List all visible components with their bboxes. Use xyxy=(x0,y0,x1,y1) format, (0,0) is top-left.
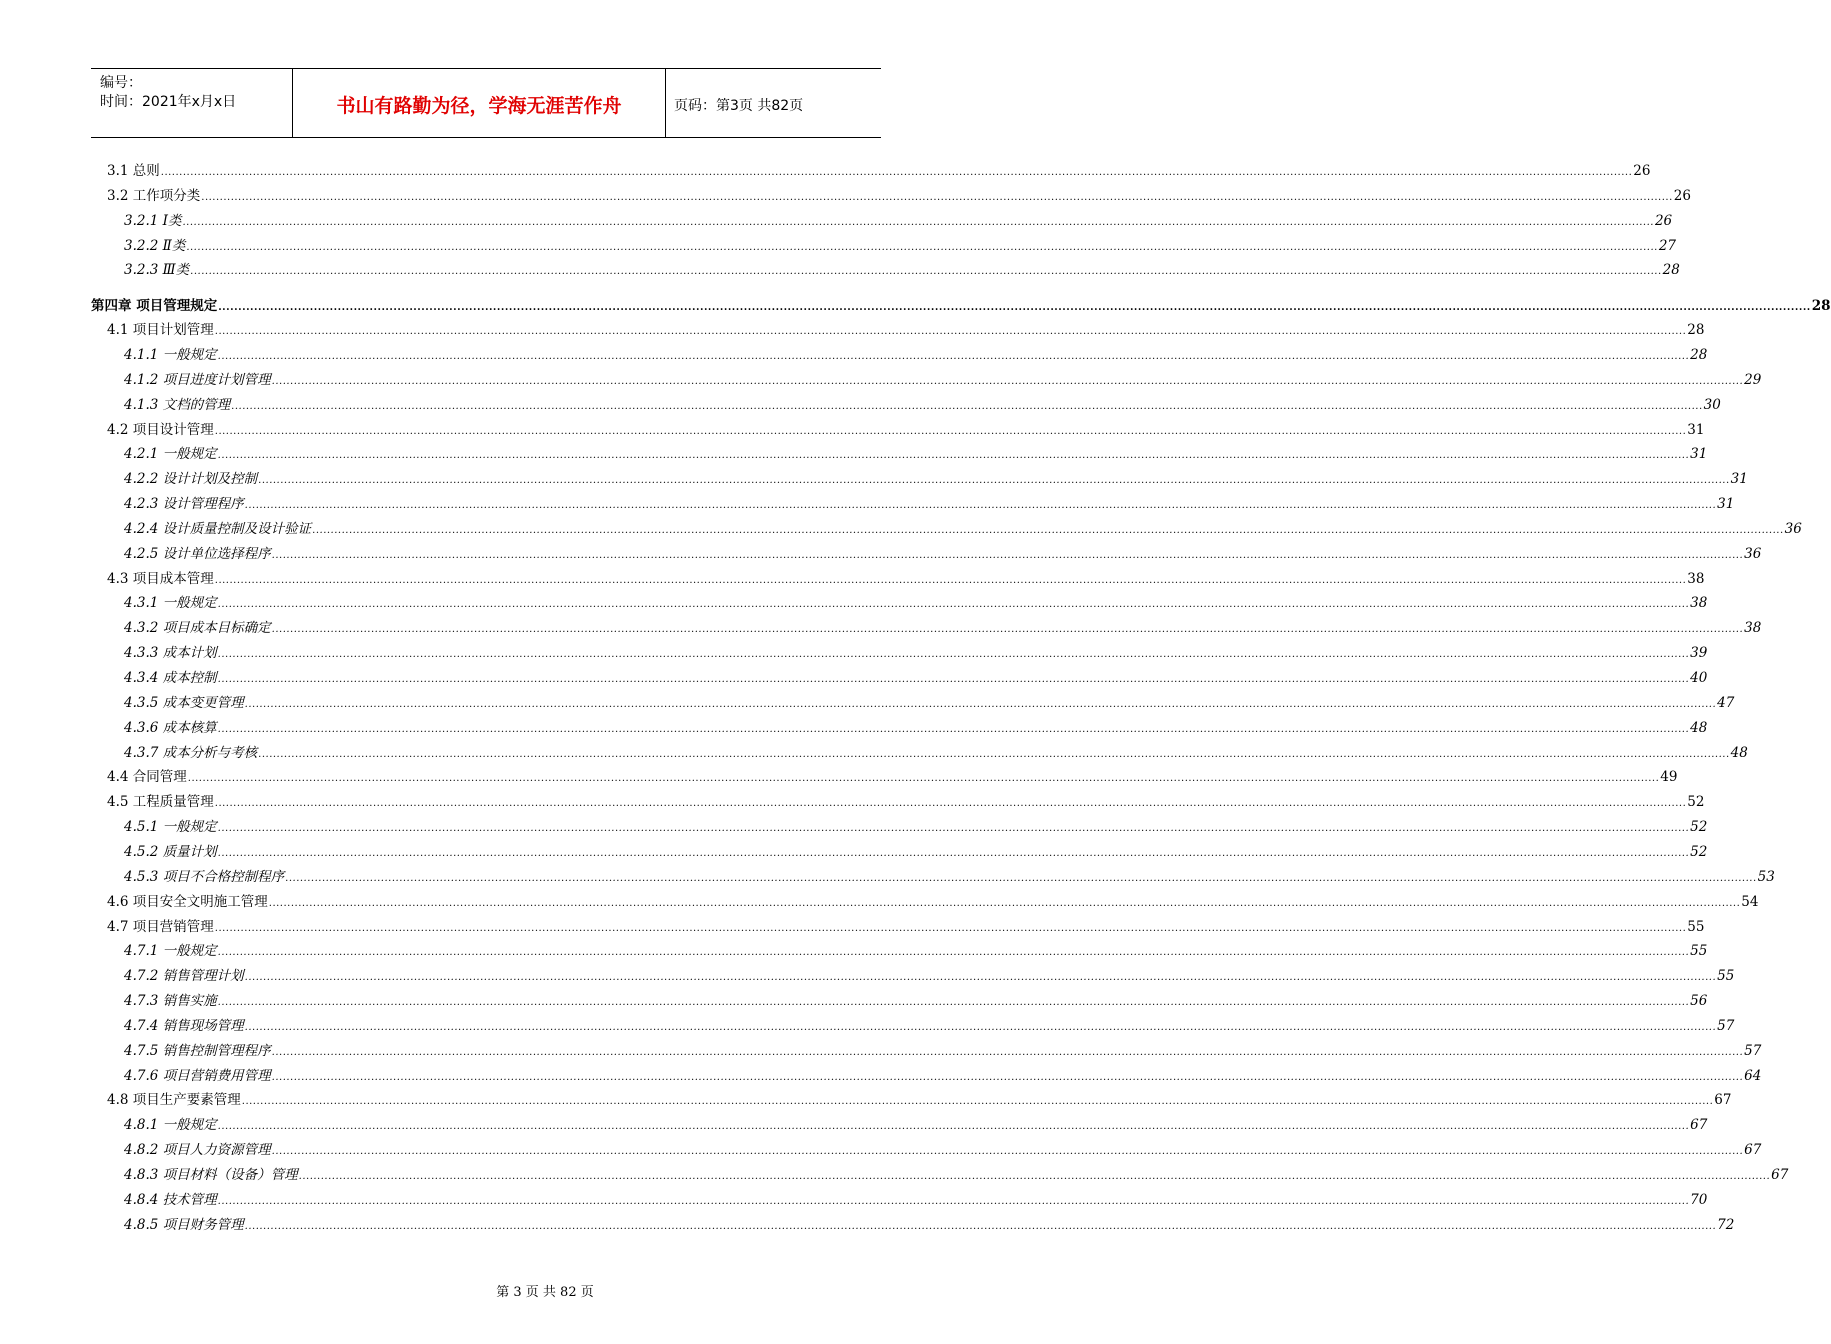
toc-dot-leader: ................................................................................................................................................................................................................................................................................................................................................................................................................ xyxy=(217,724,1690,735)
toc-dot-leader: ................................................................................................................................................................................................................................................................................................................................................................................................................ xyxy=(285,873,1757,884)
toc-subsection-entry[interactable] xyxy=(124,817,1708,837)
toc-entry-title: 4.7.2 销售管理计划 xyxy=(124,968,244,984)
toc-subsection-entry[interactable] xyxy=(124,469,1748,489)
toc-subsection-entry[interactable] xyxy=(124,1016,1735,1036)
toc-entry-title: 4.8.5 项目财务管理 xyxy=(124,1217,244,1233)
toc-dot-leader: ................................................................................................................................................................................................................................................................................................................................................................................................................ xyxy=(244,699,1717,710)
toc-dot-leader: ................................................................................................................................................................................................................................................................................................................................................................................................................ xyxy=(244,972,1717,983)
toc-entry-page: 57 xyxy=(1717,1018,1735,1034)
toc-entry-title: 4.3.2 项目成本目标确定 xyxy=(124,620,271,636)
toc-entry-page: 26 xyxy=(1654,213,1673,229)
toc-dot-leader: ................................................................................................................................................................................................................................................................................................................................................................................................................ xyxy=(217,649,1690,660)
toc-dot-leader: ................................................................................................................................................................................................................................................................................................................................................................................................................ xyxy=(244,1022,1717,1033)
toc-entry-title: 4.3.7 成本分析与考核 xyxy=(124,745,258,761)
toc-entry-page: 39 xyxy=(1690,645,1708,661)
toc-entry-title: 4.5.3 项目不合格控制程序 xyxy=(124,869,285,885)
toc-section-entry[interactable] xyxy=(107,420,1705,440)
toc-entry-title: 4.2.5 设计单位选择程序 xyxy=(124,546,271,562)
toc-entry-page: 36 xyxy=(1784,521,1802,537)
toc-entry-page: 36 xyxy=(1744,546,1762,562)
toc-entry-page: 38 xyxy=(1687,571,1705,587)
toc-entry-title: 4.8.1 一般规定 xyxy=(124,1117,217,1133)
toc-entry-page: 28 xyxy=(1662,262,1680,278)
toc-dot-leader: ................................................................................................................................................................................................................................................................................................................................................................................................................ xyxy=(214,326,1687,337)
toc-entry-page: 48 xyxy=(1730,745,1748,761)
toc-subsection-entry[interactable] xyxy=(124,1140,1762,1160)
toc-entry-page: 31 xyxy=(1687,422,1705,438)
toc-entry-title: 4.3.1 一般规定 xyxy=(124,595,217,611)
toc-section-entry[interactable] xyxy=(107,186,1691,206)
toc-entry-page: 28 xyxy=(1690,347,1708,363)
toc-entry-title: 4.7.3 销售实施 xyxy=(124,993,217,1009)
toc-dot-leader: ................................................................................................................................................................................................................................................................................................................................................................................................................ xyxy=(271,1146,1744,1157)
toc-section-entry[interactable] xyxy=(107,767,1678,787)
toc-section-entry[interactable] xyxy=(107,1090,1732,1110)
toc-entry-page: 26 xyxy=(1633,163,1651,179)
toc-entry-title: 4.1.1 一般规定 xyxy=(124,347,217,363)
toc-dot-leader: ................................................................................................................................................................................................................................................................................................................................................................................................................ xyxy=(160,167,1633,178)
page-header xyxy=(91,68,881,138)
toc-entry-page: 67 xyxy=(1771,1167,1789,1183)
toc-subsection-entry[interactable] xyxy=(124,966,1735,986)
toc-dot-leader: ................................................................................................................................................................................................................................................................................................................................................................................................................ xyxy=(271,1072,1744,1083)
toc-dot-leader: ................................................................................................................................................................................................................................................................................................................................................................................................................ xyxy=(271,550,1744,561)
toc-entry-page: 28 xyxy=(1811,298,1831,314)
toc-dot-leader: ................................................................................................................................................................................................................................................................................................................................................................................................................ xyxy=(217,997,1690,1008)
toc-dot-leader: ................................................................................................................................................................................................................................................................................................................................................................................................................ xyxy=(271,624,1744,635)
toc-subsection-entry[interactable] xyxy=(124,718,1708,738)
toc-dot-leader: ................................................................................................................................................................................................................................................................................................................................................................................................................ xyxy=(271,376,1744,387)
toc-dot-leader: ................................................................................................................................................................................................................................................................................................................................................................................................................ xyxy=(258,475,1730,486)
toc-entry-title: 4.3 项目成本管理 xyxy=(107,571,214,587)
toc-entry-title: 4.3.6 成本核算 xyxy=(124,720,217,736)
toc-subsection-entry[interactable] xyxy=(124,519,1802,539)
toc-entry-title: 3.2.1 Ⅰ类 xyxy=(124,213,182,229)
toc-subsection-entry[interactable] xyxy=(124,941,1708,961)
toc-entry-title: 4.1 项目计划管理 xyxy=(107,322,214,338)
toc-subsection-entry[interactable] xyxy=(124,1215,1735,1235)
toc-section-entry[interactable] xyxy=(107,917,1705,937)
toc-entry-page: 67 xyxy=(1714,1092,1732,1108)
toc-entry-title: 4.1.3 文档的管理 xyxy=(124,397,231,413)
header-motto: 书山有路勤为径，学海无涯苦作舟 xyxy=(336,95,622,117)
toc-entry-title: 3.2.2 Ⅱ类 xyxy=(124,238,186,254)
toc-entry-page: 52 xyxy=(1690,819,1708,835)
toc-subsection-entry[interactable] xyxy=(124,544,1762,564)
toc-entry-page: 67 xyxy=(1690,1117,1708,1133)
toc-dot-leader: ................................................................................................................................................................................................................................................................................................................................................................................................................ xyxy=(190,266,1662,277)
toc-dot-leader: ................................................................................................................................................................................................................................................................................................................................................................................................................ xyxy=(241,1096,1714,1107)
toc-dot-leader: ................................................................................................................................................................................................................................................................................................................................................................................................................ xyxy=(268,898,1741,909)
toc-entry-page: 72 xyxy=(1717,1217,1735,1233)
toc-dot-leader: ................................................................................................................................................................................................................................................................................................................................................................................................................ xyxy=(217,450,1690,461)
toc-subsection-entry[interactable] xyxy=(124,743,1748,763)
toc-entry-page: 48 xyxy=(1690,720,1708,736)
toc-entry-title: 4.2 项目设计管理 xyxy=(107,422,214,438)
toc-dot-leader: ................................................................................................................................................................................................................................................................................................................................................................................................................ xyxy=(217,823,1690,834)
toc-subsection-entry[interactable] xyxy=(124,260,1680,280)
toc-entry-page: 64 xyxy=(1744,1068,1762,1084)
toc-entry-page: 28 xyxy=(1687,322,1705,338)
toc-subsection-entry[interactable] xyxy=(124,345,1708,365)
toc-dot-leader: ................................................................................................................................................................................................................................................................................................................................................................................................................ xyxy=(258,749,1730,760)
toc-entry-page: 38 xyxy=(1744,620,1762,636)
toc-entry-page: 55 xyxy=(1687,919,1705,935)
toc-subsection-entry[interactable] xyxy=(124,211,1673,231)
toc-dot-leader: ................................................................................................................................................................................................................................................................................................................................................................................................................ xyxy=(217,351,1690,362)
toc-entry-page: 31 xyxy=(1717,496,1735,512)
toc-dot-leader: ................................................................................................................................................................................................................................................................................................................................................................................................................ xyxy=(217,947,1690,958)
toc-entry-title: 4.2.1 一般规定 xyxy=(124,446,217,462)
toc-entry-title: 4.7.6 项目营销费用管理 xyxy=(124,1068,271,1084)
header-middle-cell xyxy=(293,69,666,137)
page-footer: 第 3 页 共 82 页 xyxy=(496,1285,594,1300)
toc-entry-title: 4.8.4 技术管理 xyxy=(124,1192,217,1208)
toc-subsection-entry[interactable] xyxy=(124,643,1708,663)
toc-dot-leader: ................................................................................................................................................................................................................................................................................................................................................................................................................ xyxy=(231,401,1703,412)
toc-entry-page: 40 xyxy=(1690,670,1708,686)
toc-subsection-entry[interactable] xyxy=(124,1190,1708,1210)
toc-entry-title: 3.2.3 Ⅲ类 xyxy=(124,262,190,278)
toc-dot-leader: ................................................................................................................................................................................................................................................................................................................................................................................................................ xyxy=(217,599,1690,610)
toc-entry-page: 47 xyxy=(1717,695,1735,711)
toc-entry-page: 67 xyxy=(1744,1142,1762,1158)
toc-subsection-entry[interactable] xyxy=(124,593,1708,613)
header-right-cell xyxy=(666,69,881,137)
toc-dot-leader: ................................................................................................................................................................................................................................................................................................................................................................................................................ xyxy=(271,1047,1744,1058)
toc-subsection-entry[interactable] xyxy=(124,867,1775,887)
toc-subsection-entry[interactable] xyxy=(124,693,1735,713)
toc-entry-title: 4.8.3 项目材料（设备）管理 xyxy=(124,1167,298,1183)
toc-entry-title: 4.5.1 一般规定 xyxy=(124,819,217,835)
toc-dot-leader: ................................................................................................................................................................................................................................................................................................................................................................................................................ xyxy=(217,1121,1690,1132)
toc-entry-page: 26 xyxy=(1673,188,1691,204)
toc-subsection-entry[interactable] xyxy=(124,991,1708,1011)
toc-dot-leader: ................................................................................................................................................................................................................................................................................................................................................................................................................ xyxy=(201,192,1673,203)
toc-entry-title: 4.3.3 成本计划 xyxy=(124,645,217,661)
toc-entry-page: 38 xyxy=(1690,595,1708,611)
toc-subsection-entry[interactable] xyxy=(124,1165,1789,1185)
toc-entry-page: 30 xyxy=(1703,397,1721,413)
document-time-label: 时间：2021年x月x日 xyxy=(100,94,237,110)
toc-subsection-entry[interactable] xyxy=(124,370,1762,390)
toc-dot-leader: ................................................................................................................................................................................................................................................................................................................................................................................................................ xyxy=(312,525,1784,536)
toc-entry-title: 4.8 项目生产要素管理 xyxy=(107,1092,241,1108)
toc-entry-title: 4.8.2 项目人力资源管理 xyxy=(124,1142,271,1158)
toc-entry-title: 3.1 总则 xyxy=(107,163,160,179)
toc-subsection-entry[interactable] xyxy=(124,395,1721,415)
toc-entry-title: 4.3.5 成本变更管理 xyxy=(124,695,244,711)
toc-subsection-entry[interactable] xyxy=(124,618,1762,638)
toc-entry-title: 4.6 项目安全文明施工管理 xyxy=(107,894,268,910)
toc-dot-leader: ................................................................................................................................................................................................................................................................................................................................................................................................................ xyxy=(186,242,1658,253)
toc-dot-leader: ................................................................................................................................................................................................................................................................................................................................................................................................................ xyxy=(217,1196,1690,1207)
toc-dot-leader: ................................................................................................................................................................................................................................................................................................................................................................................................................ xyxy=(214,426,1687,437)
toc-entry-page: 55 xyxy=(1717,968,1735,984)
header-left-cell xyxy=(91,69,293,137)
toc-dot-leader: ................................................................................................................................................................................................................................................................................................................................................................................................................ xyxy=(217,674,1690,685)
toc-entry-title: 4.2.4 设计质量控制及设计验证 xyxy=(124,521,312,537)
toc-dot-leader: ................................................................................................................................................................................................................................................................................................................................................................................................................ xyxy=(217,848,1690,859)
toc-entry-title: 4.2.3 设计管理程序 xyxy=(124,496,244,512)
toc-dot-leader: ................................................................................................................................................................................................................................................................................................................................................................................................................ xyxy=(187,773,1660,784)
toc-entry-title: 4.7.1 一般规定 xyxy=(124,943,217,959)
toc-entry-page: 49 xyxy=(1660,769,1678,785)
document-number-label: 编号： xyxy=(100,75,142,91)
toc-entry-title: 3.2 工作项分类 xyxy=(107,188,201,204)
toc-entry-title: 4.4 合同管理 xyxy=(107,769,187,785)
toc-entry-title: 第四章 项目管理规定 xyxy=(91,298,218,314)
toc-subsection-entry[interactable] xyxy=(124,494,1735,514)
toc-entry-page: 27 xyxy=(1658,238,1676,254)
toc-dot-leader: ................................................................................................................................................................................................................................................................................................................................................................................................................ xyxy=(182,217,1654,228)
toc-dot-leader: ................................................................................................................................................................................................................................................................................................................................................................................................................ xyxy=(214,575,1687,586)
toc-entry-title: 4.7 项目营销管理 xyxy=(107,919,214,935)
toc-entry-title: 4.5.2 质量计划 xyxy=(124,844,217,860)
toc-subsection-entry[interactable] xyxy=(124,1115,1708,1135)
header-page-info: 页码：第3页 共82页 xyxy=(674,98,804,114)
toc-subsection-entry[interactable] xyxy=(124,668,1708,688)
toc-entry-page: 55 xyxy=(1690,943,1708,959)
toc-section-entry[interactable] xyxy=(107,161,1651,181)
toc-entry-page: 70 xyxy=(1690,1192,1708,1208)
toc-dot-leader: ................................................................................................................................................................................................................................................................................................................................................................................................................ xyxy=(298,1171,1771,1182)
toc-subsection-entry[interactable] xyxy=(124,444,1708,464)
toc-entry-title: 4.2.2 设计计划及控制 xyxy=(124,471,258,487)
toc-entry-page: 52 xyxy=(1690,844,1708,860)
toc-entry-page: 53 xyxy=(1757,869,1775,885)
toc-chapter-entry[interactable] xyxy=(91,296,1831,316)
toc-entry-page: 57 xyxy=(1744,1043,1762,1059)
toc-entry-page: 31 xyxy=(1690,446,1708,462)
toc-dot-leader: ................................................................................................................................................................................................................................................................................................................................................................................................................ xyxy=(218,302,1811,313)
toc-entry-page: 56 xyxy=(1690,993,1708,1009)
toc-section-entry[interactable] xyxy=(107,792,1705,812)
toc-entry-title: 4.5 工程质量管理 xyxy=(107,794,214,810)
toc-section-entry[interactable] xyxy=(107,569,1705,589)
toc-entry-page: 29 xyxy=(1744,372,1762,388)
toc-entry-page: 54 xyxy=(1741,894,1759,910)
toc-dot-leader: ................................................................................................................................................................................................................................................................................................................................................................................................................ xyxy=(244,1221,1717,1232)
toc-entry-title: 4.7.5 销售控制管理程序 xyxy=(124,1043,271,1059)
toc-dot-leader: ................................................................................................................................................................................................................................................................................................................................................................................................................ xyxy=(214,798,1687,809)
toc-entry-title: 4.3.4 成本控制 xyxy=(124,670,217,686)
toc-section-entry[interactable] xyxy=(107,892,1759,912)
toc-subsection-entry[interactable] xyxy=(124,1041,1762,1061)
toc-subsection-entry[interactable] xyxy=(124,236,1676,256)
toc-dot-leader: ................................................................................................................................................................................................................................................................................................................................................................................................................ xyxy=(244,500,1717,511)
toc-subsection-entry[interactable] xyxy=(124,842,1708,862)
toc-entry-title: 4.7.4 销售现场管理 xyxy=(124,1018,244,1034)
toc-section-entry[interactable] xyxy=(107,320,1705,340)
toc-entry-page: 52 xyxy=(1687,794,1705,810)
toc-entry-title: 4.1.2 项目进度计划管理 xyxy=(124,372,271,388)
toc-dot-leader: ................................................................................................................................................................................................................................................................................................................................................................................................................ xyxy=(214,923,1687,934)
toc-subsection-entry[interactable] xyxy=(124,1066,1762,1086)
toc-entry-page: 31 xyxy=(1730,471,1748,487)
